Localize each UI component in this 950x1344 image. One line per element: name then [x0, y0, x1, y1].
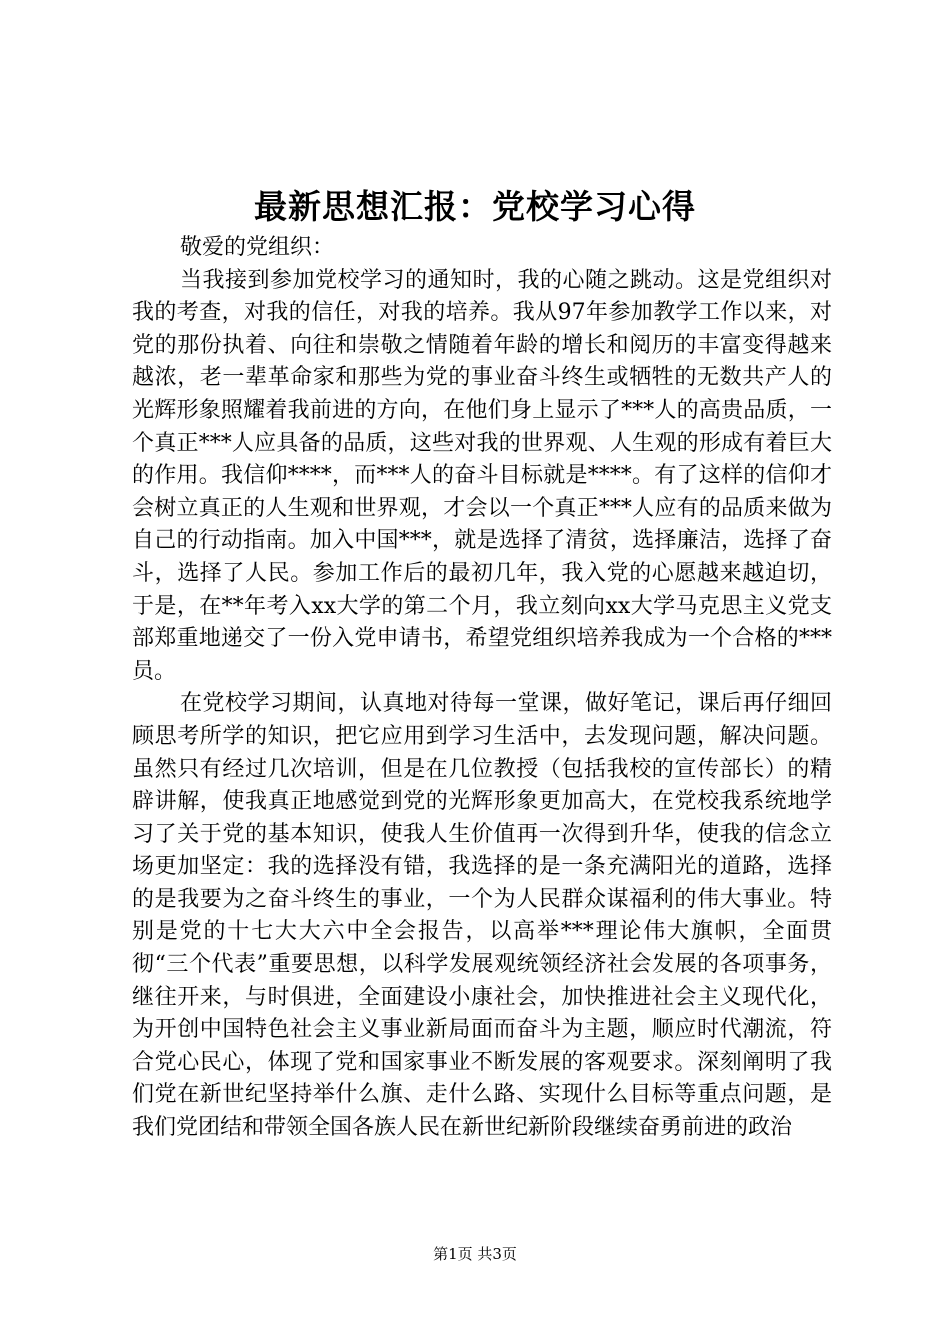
paragraph-2: 在党校学习期间，认真地对待每一堂课，做好笔记，课后再仔细回顾思考所学的知识，把它应用到学习生活中，去发现问题，解决问题。虽然只有经过几次培训，但是在几位教授（包括我校的宣传部长）的精辟讲解，使我真正地感觉到党的光辉形象更加高大，在党校我系统地学习了关于党的基本知识，使我人生价值再一次得到升华，使我的信念立场更加坚定：我的选择没有错，我选择的是一条充满阳光的道路，选择的是我要为之奋斗终生的事业，一个为人民群众谋福利的伟大事业。特别是党的十七大大六中全会报告，以高举***理论伟大旗帜，全面贯彻“三个代表”重要思想，以科学发展观统领经济社会发展的各项事务，继往开来，与时俱进，全面建设小康社会，加快推进社会主义现代化，为开创中国特色社会主义事业新局面而奋斗为主题，顺应时代潮流，符合党心民心，体现了党和国家事业不断发展的客观要求。深刻阐明了我们党在新世纪坚持举什么旗、走什么路、实现什么目标等重点问题，是我们党团结和带领全国各族人民在新世纪新阶段继续奋勇前进的政治 [132, 691, 832, 1141]
page-footer: 第1页 共3页 [433, 1245, 517, 1263]
document-title: 最新思想汇报：党校学习心得 [254, 187, 696, 226]
salutation: 敬爱的党组织： [180, 235, 335, 260]
document-body [132, 232, 832, 1145]
paragraph-1: 当我接到参加党校学习的通知时，我的心随之跳动。这是党组织对我的考查，对我的信任，对我的培养。我从97年参加教学工作以来，对党的那份执着、向往和崇敬之情随着年龄的增长和阅历的丰富变得越来越浓，老一辈革命家和那些为党的事业奋斗终生或牺牲的无数共产人的光辉形象照耀着我前进的方向，在他们身上显示了***人的高贵品质，一个真正***人应具备的品质，这些对我的世界观、人生观的形成有着巨大的作用。我信仰****，而***人的奋斗目标就是****。有了这样的信仰才会树立真正的人生观和世界观，才会以一个真正***人应有的品质来做为自己的行动指南。加入中国***，就是选择了清贫，选择廉洁，选择了奋斗，选择了人民。参加工作后的最初几年，我入党的心愿越来越迫切，于是，在**年考入xx大学的第二个月，我立刻向xx大学马克思主义党支部郑重地递交了一份入党申请书，希望党组织培养我成为一个合格的***员。 [132, 267, 832, 684]
